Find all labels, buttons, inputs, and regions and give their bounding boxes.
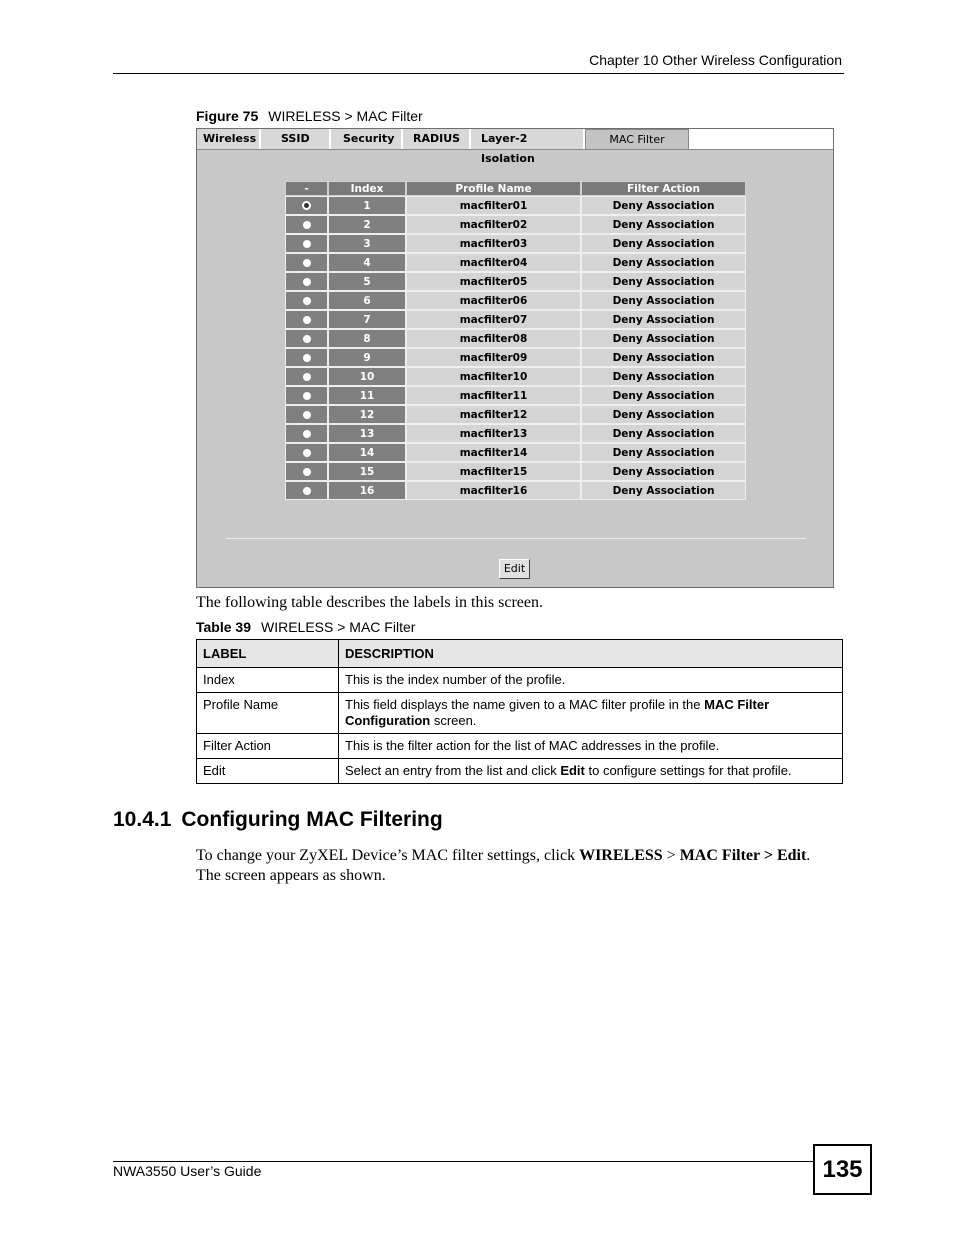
row-select-cell <box>285 424 328 443</box>
col-profile-name-header: Profile Name <box>406 181 581 196</box>
row-filter-action: Deny Association <box>581 234 746 253</box>
table-caption <box>196 619 415 635</box>
row-profile-name: macfilter13 <box>406 424 581 443</box>
table-row[interactable] <box>285 348 746 367</box>
row-description <box>339 693 843 734</box>
row-index: 6 <box>328 291 406 310</box>
row-radio-button[interactable] <box>303 430 311 438</box>
row-radio-button[interactable] <box>303 373 311 381</box>
row-filter-action: Deny Association <box>581 424 746 443</box>
row-radio-button[interactable] <box>303 411 311 419</box>
table-row[interactable] <box>285 253 746 272</box>
row-profile-name: macfilter08 <box>406 329 581 348</box>
row-filter-action: Deny Association <box>581 386 746 405</box>
row-select-cell <box>285 310 328 329</box>
footer-rule <box>113 1161 813 1162</box>
row-profile-name: macfilter12 <box>406 405 581 424</box>
desc-text: to configure settings for that profile. <box>584 763 792 778</box>
table-row[interactable] <box>285 329 746 348</box>
row-index: 7 <box>328 310 406 329</box>
row-radio-button[interactable] <box>302 201 311 210</box>
row-filter-action: Deny Association <box>581 310 746 329</box>
row-select-cell <box>285 234 328 253</box>
row-profile-name: macfilter10 <box>406 367 581 386</box>
table-label: Table 39 <box>196 619 251 635</box>
tab-radius[interactable]: RADIUS <box>403 129 471 149</box>
row-filter-action: Deny Association <box>581 272 746 291</box>
para-text: > <box>662 847 680 864</box>
row-profile-name: macfilter04 <box>406 253 581 272</box>
row-select-cell <box>285 405 328 424</box>
row-label: Profile Name <box>197 693 339 734</box>
row-filter-action: Deny Association <box>581 443 746 462</box>
row-radio-button[interactable] <box>303 316 311 324</box>
table-row[interactable] <box>285 272 746 291</box>
page-number: 135 <box>813 1144 872 1195</box>
row-radio-button[interactable] <box>303 335 311 343</box>
row-filter-action: Deny Association <box>581 291 746 310</box>
table-row <box>197 693 843 734</box>
row-index: 4 <box>328 253 406 272</box>
row-profile-name: macfilter02 <box>406 215 581 234</box>
tab-mac-filter[interactable]: MAC Filter <box>585 129 689 149</box>
row-profile-name: macfilter06 <box>406 291 581 310</box>
description-header: DESCRIPTION <box>339 640 843 668</box>
row-index: 3 <box>328 234 406 253</box>
row-label: Edit <box>197 759 339 784</box>
desc-bold: Edit <box>560 763 585 778</box>
row-profile-name: macfilter07 <box>406 310 581 329</box>
row-select-cell <box>285 196 328 215</box>
row-profile-name: macfilter09 <box>406 348 581 367</box>
row-filter-action: Deny Association <box>581 405 746 424</box>
row-label: Index <box>197 668 339 693</box>
row-description: This is the index number of the profile. <box>339 668 843 693</box>
tab-wireless[interactable]: Wireless <box>197 129 261 149</box>
tab-ssid[interactable]: SSID <box>261 129 331 149</box>
table-row[interactable] <box>285 234 746 253</box>
table-row[interactable] <box>285 310 746 329</box>
section-number: 10.4.1 <box>113 808 172 831</box>
row-select-cell <box>285 462 328 481</box>
col-index-header: Index <box>328 181 406 196</box>
table-row[interactable] <box>285 424 746 443</box>
row-radio-button[interactable] <box>303 259 311 267</box>
para-text: To change your ZyXEL Device’s MAC filter settings, click <box>196 847 580 864</box>
row-select-cell <box>285 481 328 500</box>
row-profile-name: macfilter11 <box>406 386 581 405</box>
row-filter-action: Deny Association <box>581 462 746 481</box>
row-index: 11 <box>328 386 406 405</box>
row-index: 16 <box>328 481 406 500</box>
para-text: . The screen appears as shown. <box>196 847 811 884</box>
col-select-header: - <box>285 181 328 196</box>
label-header: LABEL <box>197 640 339 668</box>
row-select-cell <box>285 367 328 386</box>
row-index: 5 <box>328 272 406 291</box>
table-row[interactable] <box>285 405 746 424</box>
row-description: This is the filter action for the list of MAC addresses in the profile. <box>339 734 843 759</box>
row-index: 1 <box>328 196 406 215</box>
table-row[interactable] <box>285 367 746 386</box>
row-select-cell <box>285 329 328 348</box>
mac-filter-table <box>285 181 746 500</box>
row-profile-name: macfilter14 <box>406 443 581 462</box>
row-filter-action: Deny Association <box>581 348 746 367</box>
header-rule <box>113 73 844 74</box>
row-index: 15 <box>328 462 406 481</box>
row-radio-button[interactable] <box>303 354 311 362</box>
desc-text: screen. <box>430 713 477 728</box>
desc-text: This field displays the name given to a MAC filter profile in the <box>345 697 705 712</box>
row-radio-button[interactable] <box>303 449 311 457</box>
figure-caption <box>196 108 423 124</box>
table-row <box>197 668 843 693</box>
row-select-cell <box>285 272 328 291</box>
row-select-cell <box>285 386 328 405</box>
row-select-cell <box>285 348 328 367</box>
row-profile-name: macfilter05 <box>406 272 581 291</box>
tab-security[interactable]: Security <box>331 129 403 149</box>
desc-text: Select an entry from the list and click <box>345 763 561 778</box>
row-radio-button[interactable] <box>303 240 311 248</box>
section-title: Configuring MAC Filtering <box>181 808 443 831</box>
row-radio-button[interactable] <box>303 392 311 400</box>
table-row[interactable] <box>285 481 746 500</box>
screen-divider <box>226 538 806 539</box>
row-radio-button[interactable] <box>303 278 311 286</box>
row-profile-name: macfilter16 <box>406 481 581 500</box>
label-description-table <box>196 639 843 784</box>
row-radio-button[interactable] <box>303 297 311 305</box>
table-row[interactable] <box>285 443 746 462</box>
row-label: Filter Action <box>197 734 339 759</box>
section-heading <box>113 808 453 832</box>
row-index: 14 <box>328 443 406 462</box>
row-profile-name: macfilter03 <box>406 234 581 253</box>
row-index: 8 <box>328 329 406 348</box>
desc-header-row <box>197 640 843 668</box>
footer-guide-title: NWA3550 User’s Guide <box>113 1163 262 1179</box>
table-row <box>197 734 843 759</box>
figure-label: Figure 75 <box>196 108 259 124</box>
row-radio-button[interactable] <box>303 221 311 229</box>
table-row[interactable] <box>285 386 746 405</box>
row-index: 10 <box>328 367 406 386</box>
section-paragraph <box>196 846 836 886</box>
tab-bar <box>197 129 833 165</box>
row-select-cell <box>285 291 328 310</box>
table-row[interactable] <box>285 462 746 481</box>
row-index: 13 <box>328 424 406 443</box>
row-profile-name: macfilter15 <box>406 462 581 481</box>
row-filter-action: Deny Association <box>581 253 746 272</box>
row-index: 2 <box>328 215 406 234</box>
row-radio-button[interactable] <box>303 487 311 495</box>
para-bold: MAC Filter > Edit <box>679 847 807 864</box>
row-select-cell <box>285 215 328 234</box>
row-description <box>339 759 843 784</box>
tab-layer2-isolation[interactable]: Layer-2 Isolation <box>471 129 585 149</box>
row-profile-name: macfilter01 <box>406 196 581 215</box>
figure-title: WIRELESS > MAC Filter <box>268 108 423 124</box>
row-filter-action: Deny Association <box>581 196 746 215</box>
mac-filter-screen <box>196 128 834 588</box>
table-row[interactable] <box>285 215 746 234</box>
row-select-cell <box>285 253 328 272</box>
desc-bold: MAC Filter Configuration <box>345 697 770 728</box>
table-row[interactable] <box>285 196 746 215</box>
row-index: 9 <box>328 348 406 367</box>
para-bold: WIRELESS <box>579 847 663 864</box>
row-filter-action: Deny Association <box>581 481 746 500</box>
row-filter-action: Deny Association <box>581 367 746 386</box>
row-radio-button[interactable] <box>303 468 311 476</box>
intro-text: The following table describes the labels in this screen. <box>196 594 544 611</box>
edit-button[interactable]: Edit <box>499 559 530 579</box>
table-title: WIRELESS > MAC Filter <box>261 619 416 635</box>
row-select-cell <box>285 443 328 462</box>
row-index: 12 <box>328 405 406 424</box>
col-filter-action-header: Filter Action <box>581 181 746 196</box>
row-filter-action: Deny Association <box>581 329 746 348</box>
table-row[interactable] <box>285 291 746 310</box>
chapter-header: Chapter 10 Other Wireless Configuration <box>589 52 842 68</box>
table-header-row <box>285 181 746 196</box>
table-row <box>197 759 843 784</box>
row-filter-action: Deny Association <box>581 215 746 234</box>
